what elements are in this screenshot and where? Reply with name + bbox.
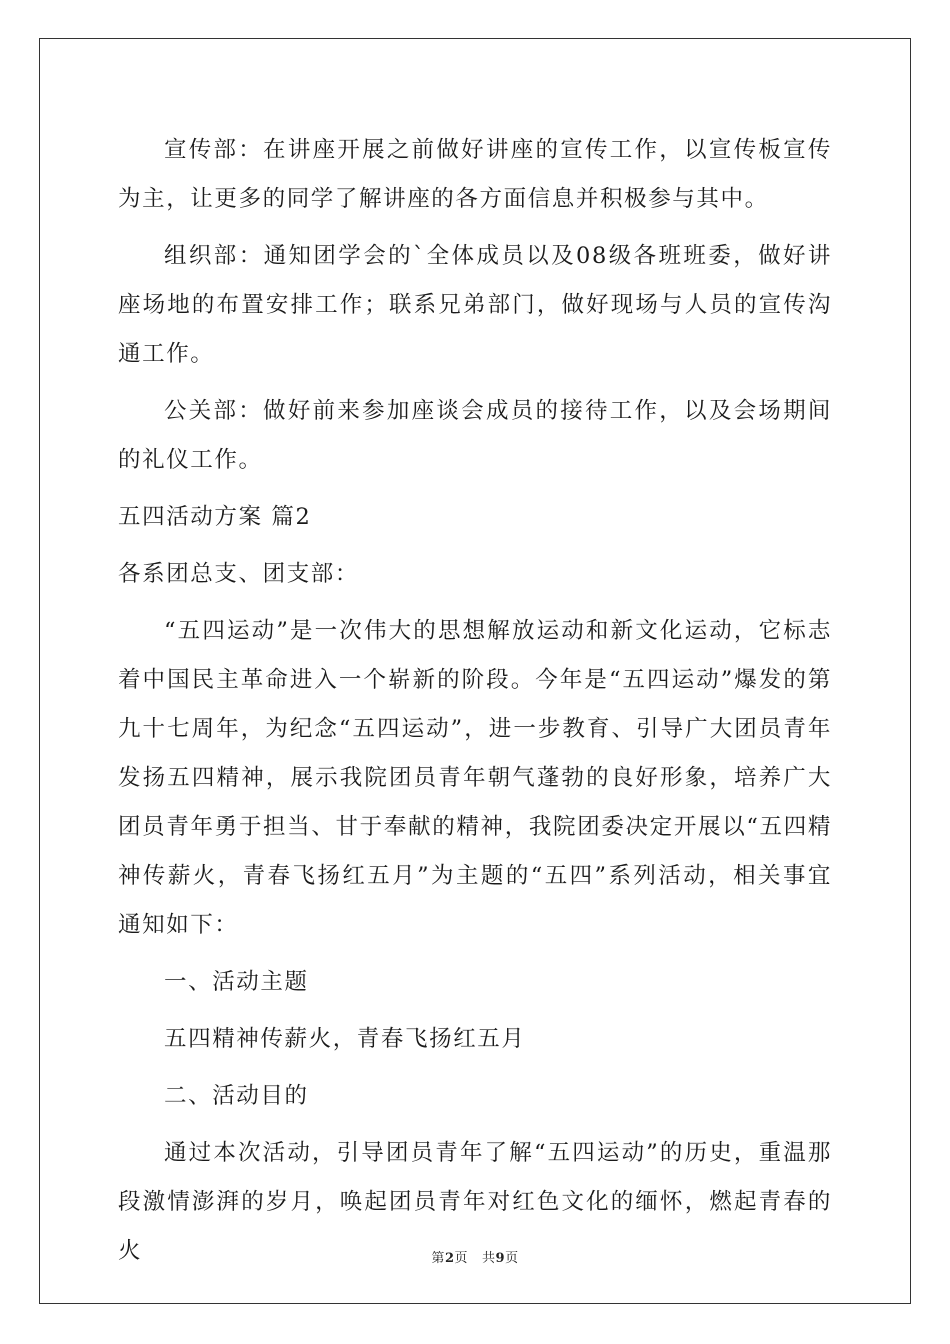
- heading-activity-theme: 一、活动主题: [164, 969, 309, 995]
- paragraph-publicity-dept: 宣传部：在讲座开展之前做好讲座的宣传工作，以宣传板宣传为主，让更多的同学了解讲座的各方面信息并积极参与其中。: [118, 137, 832, 212]
- page-footer: [0, 1247, 950, 1266]
- footer-page-suffix: 页: [454, 1251, 468, 1266]
- footer-total-prefix: 共: [482, 1251, 496, 1266]
- paragraph-activity-theme: 五四精神传薪火，青春飞扬红五月: [164, 1026, 526, 1052]
- heading-activity-purpose: 二、活动目的: [164, 1083, 309, 1109]
- footer-total-suffix: 页: [505, 1251, 519, 1266]
- section-heading: 五四活动方案 篇2: [118, 504, 312, 530]
- paragraph-activity-purpose: 通过本次活动，引导团员青年了解“五四运动”的历史，重温那段激情澎湃的岁月，唤起团员青年对红色文化的缅怀，燃起青春的火: [118, 1140, 832, 1264]
- paragraph-public-relations-dept: 公关部：做好前来参加座谈会成员的接待工作，以及会场期间的礼仪工作。: [118, 398, 832, 473]
- footer-page-current: 2: [444, 1251, 455, 1266]
- footer-page-prefix: 第: [431, 1251, 445, 1266]
- paragraph-organization-dept: 组织部：通知团学会的`全体成员以及08级各班班委，做好讲座场地的布置安排工作；联系兄弟部门，做好现场与人员的宣传沟通工作。: [118, 243, 832, 367]
- salutation: 各系团总支、团支部：: [118, 561, 360, 587]
- document-body: [118, 126, 832, 1276]
- footer-page-total: 9: [495, 1251, 506, 1266]
- paragraph-intro: “五四运动”是一次伟大的思想解放运动和新文化运动，它标志着中国民主革命进入一个崭新的阶段。今年是“五四运动”爆发的第九十七周年，为纪念“五四运动”，进一步教育、引导广大团员青年发扬五四精神，展示我院团员青年朝气蓬勃的良好形象，培养广大团员青年勇于担当、甘于奉献的精神，我院团委决定开展以“五四精神传薪火，青春飞扬红五月”为主题的“五四”系列活动，相关事宜通知如下：: [118, 618, 832, 938]
